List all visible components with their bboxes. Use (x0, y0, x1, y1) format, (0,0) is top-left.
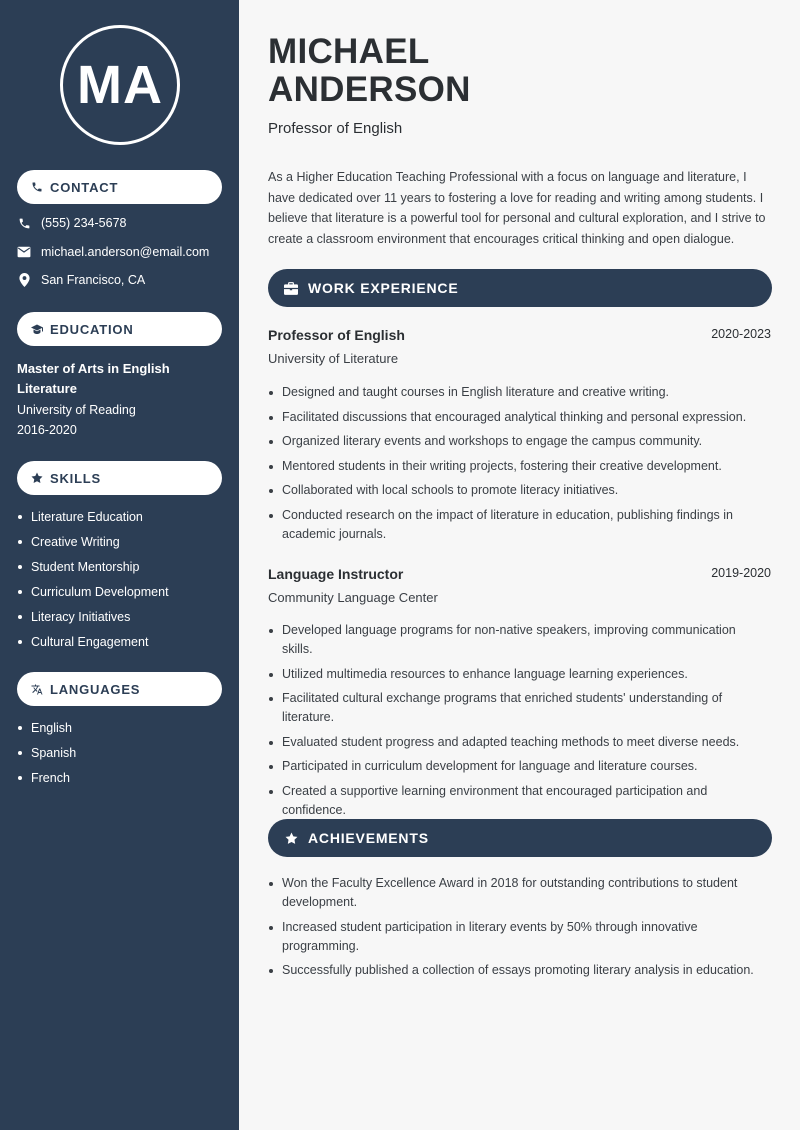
list-item (268, 621, 768, 659)
bullet-text: Organized literary events and workshops to engage the campus community. (282, 434, 703, 448)
first-name: MICHAEL (268, 32, 430, 71)
list-item (17, 533, 169, 558)
monogram-avatar: MA (60, 25, 180, 145)
job-dates: 2019-2020 (711, 566, 771, 580)
list-item (268, 432, 768, 451)
achievement-text: Increased student participation in literary events by 50% through innovative programming. (282, 919, 698, 953)
contact-email-value: michael.anderson@email.com (41, 245, 210, 259)
list-item (268, 733, 768, 752)
contact-email (17, 245, 209, 259)
list-item (268, 408, 768, 427)
list-item (17, 744, 76, 769)
list-item (268, 383, 768, 402)
list-item (268, 481, 768, 500)
contact-heading (17, 170, 222, 204)
languages-list (17, 719, 76, 794)
work-experience-heading-label: WORK EXPERIENCE (308, 280, 459, 296)
skills-heading (17, 461, 222, 495)
candidate-name (268, 33, 471, 109)
list-item (17, 719, 76, 744)
bullet-text: Participated in curriculum development for language and literature courses. (282, 759, 698, 773)
last-name: ANDERSON (268, 70, 471, 109)
job-dates: 2020-2023 (711, 327, 771, 341)
profile-summary: As a Higher Education Teaching Professional with a focus on language and literature, I have dedicated over 11 years to fostering a love for reading and writing among students. I believe that literature is a powerful tool for personal and cultural exploration, and I strive to create a classroom environment that encourages critical thinking and open dialogue. (268, 170, 766, 246)
star-icon (31, 472, 43, 484)
skills-heading-label: SKILLS (50, 470, 102, 486)
email-icon (17, 245, 31, 259)
sidebar (0, 0, 239, 1130)
job-organization: University of Literature (268, 351, 399, 366)
achievement-text: Successfully published a collection of essays promoting literary analysis in education. (282, 963, 754, 977)
achievements-list (268, 874, 768, 986)
work-experience-heading (268, 269, 772, 307)
contact-location-value: San Francisco, CA (41, 273, 146, 287)
job-bullets (268, 383, 768, 549)
languages-heading-label: LANGUAGES (50, 681, 141, 697)
education-heading-label: EDUCATION (50, 321, 134, 337)
bullet-text: Conducted research on the impact of literature in education, publishing findings in academic journals. (282, 507, 733, 541)
list-item (268, 757, 768, 776)
job-title: Professor of English (268, 327, 405, 343)
bullet-text: Collaborated with local schools to promote literacy initiatives. (282, 483, 619, 497)
contact-location (17, 273, 145, 287)
list-item (268, 874, 768, 912)
skill-label: Creative Writing (31, 535, 120, 549)
skill-label: Curriculum Development (31, 585, 169, 599)
list-item (17, 608, 169, 633)
candidate-title: Professor of English (268, 120, 403, 137)
bullet-text: Created a supportive learning environment that encouraged participation and confidence. (282, 783, 708, 817)
list-item (268, 665, 768, 684)
list-item (268, 457, 768, 476)
list-item (17, 508, 169, 533)
language-label: French (31, 771, 70, 785)
skill-label: Literacy Initiatives (31, 610, 131, 624)
language-label: Spanish (31, 746, 77, 760)
contact-heading-label: CONTACT (50, 179, 119, 195)
skills-list (17, 508, 169, 658)
list-item (268, 918, 768, 956)
location-icon (17, 273, 31, 287)
bullet-text: Developed language programs for non-native speakers, improving communication skills. (282, 623, 736, 656)
job-title: Language Instructor (268, 566, 404, 582)
translate-icon (31, 683, 43, 695)
list-item (268, 961, 768, 980)
education-years: 2016-2020 (17, 423, 77, 437)
languages-heading (17, 672, 222, 706)
job-bullets (268, 621, 768, 825)
bullet-text: Evaluated student progress and adapted teaching methods to meet diverse needs. (282, 734, 740, 749)
achievement-text: Won the Faculty Excellence Award in 2018 for outstanding contributions to student development. (282, 876, 738, 909)
bullet-text: Facilitated discussions that encouraged analytical thinking and personal expression. (282, 409, 747, 424)
list-item (17, 633, 169, 658)
skill-label: Cultural Engagement (31, 635, 149, 649)
contact-phone (17, 216, 126, 230)
education-school: University of Reading (17, 403, 136, 417)
bullet-text: Designed and taught courses in English literature and creative writing. (282, 385, 670, 399)
briefcase-icon (284, 281, 298, 295)
star-icon (284, 831, 298, 845)
list-item (17, 583, 169, 608)
phone-icon (31, 181, 43, 193)
list-item (268, 782, 768, 820)
list-item (268, 506, 768, 544)
phone-icon (17, 216, 31, 230)
skill-label: Literature Education (31, 510, 143, 524)
graduation-cap-icon (31, 323, 43, 335)
job-organization: Community Language Center (268, 590, 438, 605)
education-degree: Master of Arts in English Literature (17, 361, 170, 396)
bullet-text: Mentored students in their writing projects, fostering their creative development. (282, 458, 722, 473)
achievements-heading-label: ACHIEVEMENTS (308, 830, 429, 846)
list-item (268, 689, 768, 727)
education-heading (17, 312, 222, 346)
language-label: English (31, 721, 72, 735)
list-item (17, 558, 169, 583)
achievements-heading (268, 819, 772, 857)
bullet-text: Utilized multimedia resources to enhance language learning experiences. (282, 666, 688, 681)
skill-label: Student Mentorship (31, 560, 140, 574)
bullet-text: Facilitated cultural exchange programs that enriched students' understanding of literature. (282, 691, 723, 724)
list-item (17, 769, 76, 794)
contact-phone-value: (555) 234-5678 (41, 216, 127, 230)
